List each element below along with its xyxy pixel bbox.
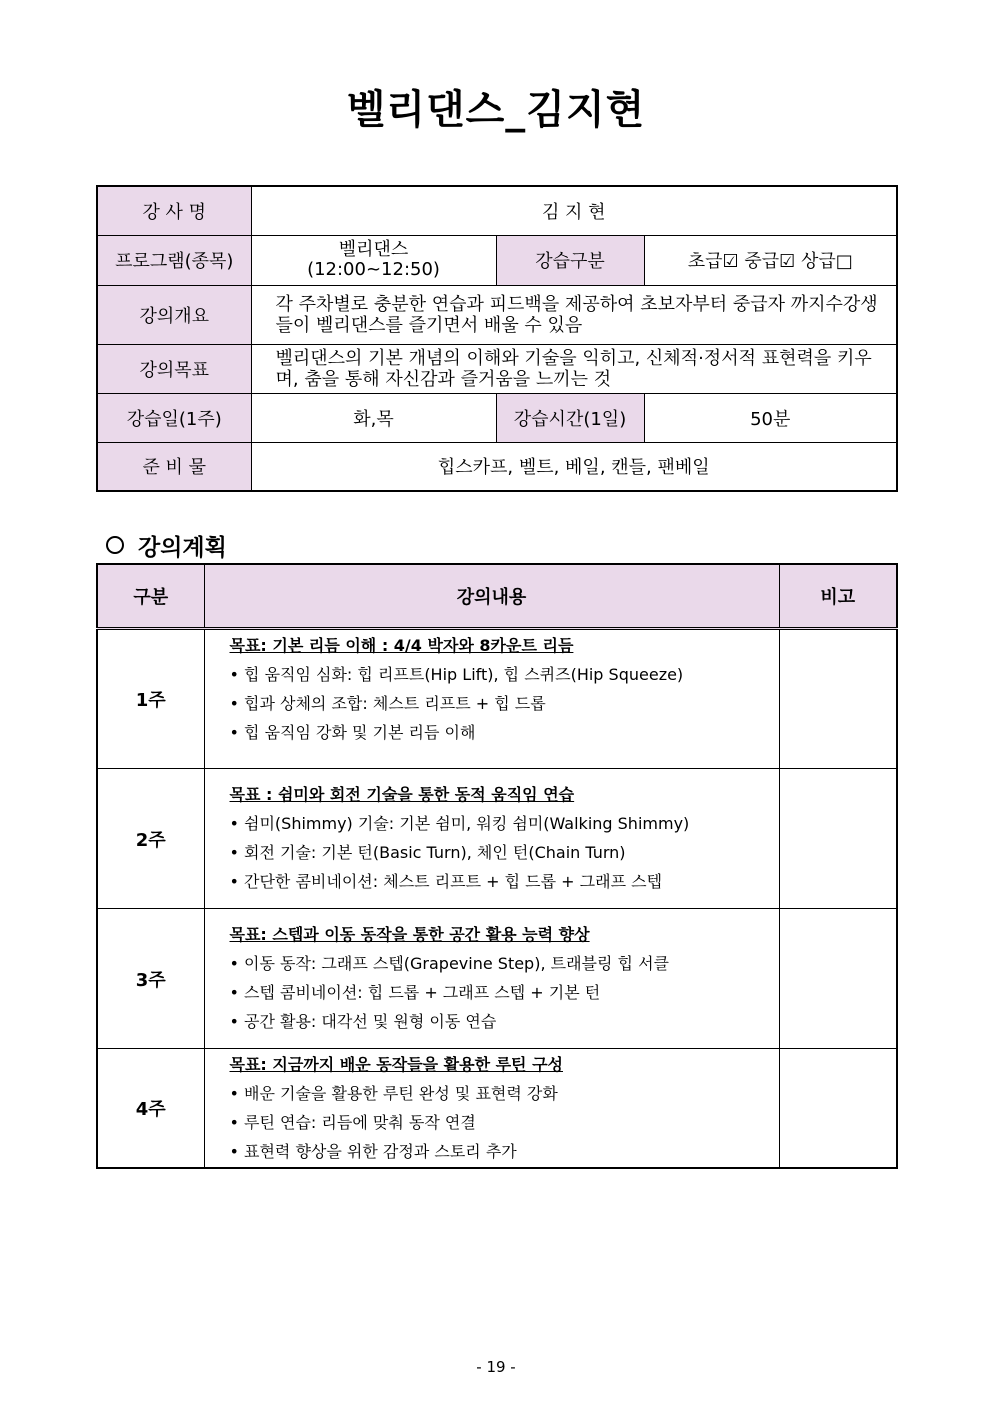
list-item: • 간단한 콤비네이션: 체스트 리프트 + 힙 드롭 + 그래프 스텝 [229, 872, 663, 891]
list-item: • 힙과 상체의 조합: 체스트 리프트 + 힙 드롭 [229, 694, 546, 713]
table-row [97, 909, 897, 1049]
list-item: • 배운 기술을 활용한 루틴 완성 및 표현력 강화 [229, 1084, 558, 1103]
prep-value: 힙스카프, 벨트, 베일, 캔들, 팬베일 [251, 442, 897, 491]
week-cell: 2주 [97, 769, 204, 909]
level-value: 초급☑ 중급☑ 상급□ [644, 235, 897, 285]
list-item: • 표현력 향상을 위한 감정과 스토리 추가 [229, 1142, 517, 1161]
content-cell [204, 629, 779, 769]
page-title: 벨리댄스_김지현 [346, 87, 646, 133]
note-cell [779, 909, 897, 1049]
prep-label: 준 비 물 [97, 442, 251, 491]
table-row [97, 629, 897, 769]
time-value: 50분 [644, 393, 897, 442]
note-cell [779, 629, 897, 769]
goal-label: 강의목표 [97, 344, 251, 393]
list-item: • 루틴 연습: 리듬에 맞춰 동작 연결 [229, 1113, 476, 1132]
level-label: 강습구분 [496, 235, 644, 285]
week-goal: 목표: 지금까지 배운 동작들을 활용한 루틴 구성 [229, 1055, 563, 1074]
program-value [251, 235, 496, 285]
content-cell [204, 909, 779, 1049]
instructor-label: 강 사 명 [97, 186, 251, 235]
week-goal: 목표: 기본 리듬 이해 : 4/4 박자와 8카운트 리듬 [229, 636, 574, 655]
header-division: 구분 [97, 564, 204, 629]
header-note: 비고 [779, 564, 897, 629]
overview-label: 강의개요 [97, 285, 251, 344]
week-cell: 3주 [97, 909, 204, 1049]
circle-bullet-icon [106, 536, 124, 554]
content-cell [204, 769, 779, 909]
list-item: • 힙 움직임 심화: 힙 리프트(Hip Lift), 힙 스퀴즈(Hip Squeeze) [229, 665, 684, 684]
week-cell: 1주 [97, 629, 204, 769]
days-value: 화,목 [251, 393, 496, 442]
section-title: 강의계획 [138, 535, 227, 561]
table-row [97, 769, 897, 909]
header-content: 강의내용 [204, 564, 779, 629]
time-label: 강습시간(1일) [496, 393, 644, 442]
section-heading [106, 529, 227, 562]
instructor-value: 김 지 현 [251, 186, 897, 235]
lesson-plan-table [96, 563, 898, 1169]
program-label: 프로그램(종목) [97, 235, 251, 285]
week-cell: 4주 [97, 1049, 204, 1169]
page-number: - 19 - [476, 1358, 516, 1376]
program-name: 벨리댄스 [338, 239, 409, 260]
course-info-table [96, 185, 898, 492]
list-item: • 쉼미(Shimmy) 기술: 기본 쉼미, 워킹 쉼미(Walking Shimmy) [229, 814, 690, 833]
week-goal: 목표 : 쉼미와 회전 기술을 통한 동적 움직임 연습 [229, 785, 575, 804]
table-row [97, 1049, 897, 1169]
program-time: (12:00~12:50) [307, 259, 440, 280]
list-item: • 회전 기술: 기본 턴(Basic Turn), 체인 턴(Chain Turn) [229, 843, 626, 862]
list-item: • 이동 동작: 그래프 스텝(Grapevine Step), 트래블링 힙 서클 [229, 954, 669, 973]
list-item: • 공간 활용: 대각선 및 원형 이동 연습 [229, 1012, 497, 1031]
goal-value: 벨리댄스의 기본 개념의 이해와 기술을 익히고, 신체적·정서적 표현력을 키우며, 춤을 통해 자신감과 즐거움을 느끼는 것 [251, 344, 897, 393]
overview-value: 각 주차별로 충분한 연습과 피드백을 제공하여 초보자부터 중급자 까지수강생들이 벨리댄스를 즐기면서 배울 수 있음 [251, 285, 897, 344]
list-item: • 힙 움직임 강화 및 기본 리듬 이해 [229, 723, 476, 742]
content-cell [204, 1049, 779, 1169]
note-cell [779, 1049, 897, 1169]
week-goal: 목표: 스텝과 이동 동작을 통한 공간 활용 능력 향상 [229, 925, 590, 944]
days-label: 강습일(1주) [97, 393, 251, 442]
note-cell [779, 769, 897, 909]
list-item: • 스텝 콤비네이션: 힙 드롭 + 그래프 스텝 + 기본 턴 [229, 983, 601, 1002]
